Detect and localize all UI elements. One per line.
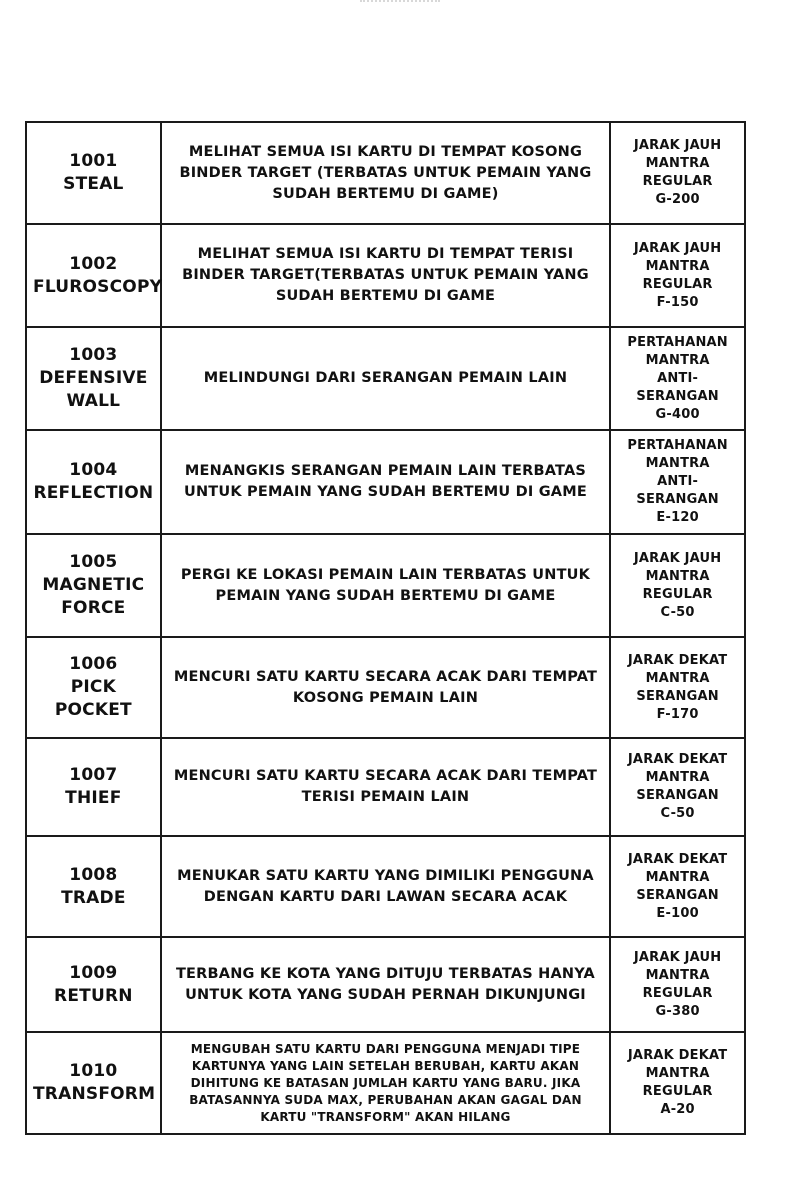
card-type-line: JARAK DEKAT <box>627 652 728 668</box>
card-type-cell <box>610 738 745 836</box>
card-description: MELINDUNGI DARI SERANGAN PEMAIN LAIN <box>161 327 611 430</box>
card-id-cell <box>26 937 161 1032</box>
card-number: 1009 <box>69 962 118 983</box>
card-rank: C-50 <box>660 806 695 821</box>
card-id-cell <box>26 534 161 637</box>
card-name: FORCE <box>61 598 126 618</box>
card-row <box>26 1032 745 1134</box>
card-type-line: SERANGAN <box>636 788 719 803</box>
card-number: 1010 <box>69 1061 118 1081</box>
card-type-line: ANTI-SERANGAN <box>636 370 719 404</box>
card-id-cell <box>26 738 161 836</box>
card-rank: G-380 <box>655 1003 700 1019</box>
card-name: PICK <box>70 677 116 697</box>
spell-card-table <box>25 121 746 1135</box>
card-type-cell <box>610 534 745 637</box>
card-type-line: SERANGAN <box>636 887 719 903</box>
card-type-line: REGULAR <box>642 586 713 602</box>
card-row <box>26 937 745 1032</box>
card-description: MENGUBAH SATU KARTU DARI PENGGUNA MENJADI TIPE KARTUNYA YANG LAIN SETELAH BERUBAH, KARTU AKAN DIHITUNG KE BATASAN JUMLAH KARTU YANG BARU. JIKA BATASANNYA SUDA MAX, PERUBAHAN AKAN GAGAL DAN KARTU "TRANSFORM" AKAN HILANG <box>161 1032 611 1134</box>
card-rank: F-170 <box>656 706 699 722</box>
card-name: WALL <box>66 391 121 411</box>
card-type-line: MANTRA <box>645 670 710 686</box>
card-number: 1002 <box>69 253 118 274</box>
card-id-cell <box>26 637 161 738</box>
card-type-line: MANTRA <box>645 352 710 368</box>
card-name: MAGNETIC <box>42 575 145 595</box>
card-name: TRANSFORM <box>33 1084 156 1104</box>
card-type-line: MANTRA REGULAR <box>642 967 713 1001</box>
card-type-cell <box>610 430 745 534</box>
card-description: MENCURI SATU KARTU SECARA ACAK DARI TEMPAT KOSONG PEMAIN LAIN <box>161 637 611 738</box>
card-type-line: MANTRA <box>645 456 710 471</box>
card-row <box>26 836 745 937</box>
card-id-cell <box>26 1032 161 1134</box>
card-type-line: MANTRA <box>645 770 710 785</box>
card-type-line: MANTRA REGULAR <box>642 156 713 189</box>
card-id-cell <box>26 224 161 327</box>
page-top-mark <box>360 0 440 8</box>
card-name: DEFENSIVE <box>39 368 148 388</box>
card-rank: C-50 <box>660 604 695 620</box>
card-type-cell <box>610 836 745 937</box>
card-type-line: MANTRA REGULAR <box>642 1066 713 1099</box>
card-type-line: JARAK DEKAT <box>627 1048 728 1063</box>
card-type-line: JARAK JAUH <box>633 949 722 965</box>
card-rank: F-150 <box>656 294 699 310</box>
card-type-line: PERTAHANAN <box>627 334 728 350</box>
card-row <box>26 738 745 836</box>
card-type-line: MANTRA <box>645 568 710 584</box>
card-number: 1006 <box>69 654 118 674</box>
card-rank: E-120 <box>656 510 699 525</box>
card-name: THIEF <box>65 788 122 808</box>
card-type-line: JARAK JAUH <box>633 240 722 256</box>
card-row <box>26 637 745 738</box>
card-row <box>26 224 745 327</box>
card-type-cell <box>610 1032 745 1134</box>
card-type-line: SERANGAN <box>636 688 719 704</box>
card-type-cell <box>610 224 745 327</box>
card-number: 1005 <box>69 552 118 572</box>
card-rank: A-20 <box>660 1102 695 1117</box>
card-type-line: MANTRA <box>645 869 710 885</box>
card-type-cell <box>610 327 745 430</box>
card-number: 1008 <box>69 864 118 885</box>
card-description: TERBANG KE KOTA YANG DITUJU TERBATAS HANYA UNTUK KOTA YANG SUDAH PERNAH DIKUNJUNGI <box>161 937 611 1032</box>
card-id-cell <box>26 836 161 937</box>
card-name: STEAL <box>63 174 124 194</box>
card-type-cell <box>610 937 745 1032</box>
card-description: MENANGKIS SERANGAN PEMAIN LAIN TERBATAS UNTUK PEMAIN YANG SUDAH BERTEMU DI GAME <box>161 430 611 534</box>
card-rank: G-400 <box>655 406 700 422</box>
card-type-line: JARAK DEKAT <box>627 851 728 867</box>
card-name: REFLECTION <box>33 483 154 503</box>
card-name: POCKET <box>54 700 132 720</box>
card-name: RETURN <box>54 985 133 1006</box>
card-id-cell <box>26 122 161 224</box>
card-number: 1001 <box>69 151 118 171</box>
card-row <box>26 122 745 224</box>
card-type-line: JARAK DEKAT <box>627 752 728 767</box>
card-rank: G-200 <box>655 192 700 207</box>
card-type-line: PERTAHANAN <box>627 438 728 453</box>
card-type-line: MANTRA REGULAR <box>642 258 713 292</box>
card-description: MELIHAT SEMUA ISI KARTU DI TEMPAT KOSONG BINDER TARGET (TERBATAS UNTUK PEMAIN YANG SUDAH BERTEMU DI GAME) <box>161 122 611 224</box>
card-rank: E-100 <box>656 905 699 921</box>
card-type-line: ANTI-SERANGAN <box>636 474 719 507</box>
card-name: TRADE <box>61 887 126 908</box>
card-row <box>26 327 745 430</box>
card-description: MENUKAR SATU KARTU YANG DIMILIKI PENGGUNA DENGAN KARTU DARI LAWAN SECARA ACAK <box>161 836 611 937</box>
card-type-cell <box>610 122 745 224</box>
card-number: 1004 <box>69 460 118 480</box>
card-type-line: JARAK JAUH <box>633 550 722 566</box>
card-number: 1003 <box>69 345 118 365</box>
card-id-cell <box>26 430 161 534</box>
card-description: PERGI KE LOKASI PEMAIN LAIN TERBATAS UNTUK PEMAIN YANG SUDAH BERTEMU DI GAME <box>161 534 611 637</box>
card-id-cell <box>26 327 161 430</box>
card-type-cell <box>610 637 745 738</box>
card-row <box>26 430 745 534</box>
card-type-line: JARAK JAUH <box>633 138 722 153</box>
card-description: MENCURI SATU KARTU SECARA ACAK DARI TEMPAT TERISI PEMAIN LAIN <box>161 738 611 836</box>
card-row <box>26 534 745 637</box>
card-description: MELIHAT SEMUA ISI KARTU DI TEMPAT TERISI BINDER TARGET(TERBATAS UNTUK PEMAIN YANG SUDAH BERTEMU DI GAME <box>161 224 611 327</box>
card-name: FLUROSCOPY <box>33 276 163 297</box>
card-number: 1007 <box>69 765 118 785</box>
